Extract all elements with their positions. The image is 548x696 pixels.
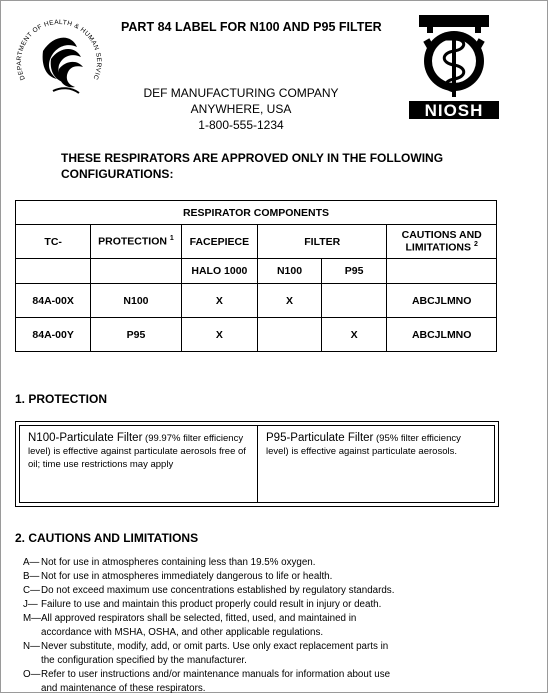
cell-cautions: ABCJLMNO bbox=[387, 318, 497, 352]
table-row bbox=[16, 284, 497, 318]
list-item: M— All approved respirators shall be selected, fitted, used, and maintained in accordance with MSHA, OSHA, and other applicable regulations. bbox=[23, 613, 357, 638]
list-item: B— Not for use in atmospheres immediately dangerous to life or health. bbox=[23, 571, 333, 582]
subheader-filter-n100: N100 bbox=[258, 259, 322, 284]
cell-tc: 84A-00X bbox=[16, 284, 91, 318]
caution-code: O— bbox=[23, 669, 41, 680]
list-item: J— Failure to use and maintain this product properly could result in injury or death. bbox=[23, 599, 382, 610]
cell-filter-n100 bbox=[258, 318, 322, 352]
approval-statement: THESE RESPIRATORS ARE APPROVED ONLY IN THE FOLLOWING CONFIGURATIONS: bbox=[61, 151, 444, 181]
company-phone: 1-800-555-1234 bbox=[198, 118, 284, 132]
caution-code: C— bbox=[23, 585, 40, 596]
company-name: DEF MANUFACTURING COMPANY bbox=[143, 86, 339, 100]
protection-n100-text: (99.97% filter efficiency level) is effective against particulate aerosols free of oil; time use restrictions may apply bbox=[28, 433, 246, 470]
caution-code: J— bbox=[23, 599, 38, 610]
table-group-header: RESPIRATOR COMPONENTS bbox=[16, 201, 497, 225]
caution-code: N— bbox=[23, 641, 40, 652]
list-item: N— Never substitute, modify, add, or omit parts. Use only exact replacement parts in the configuration specified by the manufacturer. bbox=[23, 641, 389, 666]
subheader-filter-p95: P95 bbox=[321, 259, 387, 284]
protection-n100-cell bbox=[20, 426, 257, 502]
company-location: ANYWHERE, USA bbox=[190, 102, 292, 116]
column-header-filter: FILTER bbox=[258, 225, 387, 259]
hhs-seal-logo bbox=[13, 7, 105, 107]
caution-code: A— bbox=[23, 557, 40, 568]
cell-protection: P95 bbox=[91, 318, 181, 352]
protection-p95-cell bbox=[257, 426, 494, 502]
list-item: C— Do not exceed maximum use concentrations established by regulatory standards. bbox=[23, 585, 395, 596]
cell-tc: 84A-00Y bbox=[16, 318, 91, 352]
subheader-facepiece-model: HALO 1000 bbox=[181, 259, 257, 284]
column-header-tc: TC- bbox=[16, 225, 91, 259]
column-header-cautions: CAUTIONS AND LIMITATIONS $^2$ bbox=[387, 225, 497, 259]
manufacturer-info bbox=[121, 85, 361, 133]
list-item: O— Refer to user instructions and/or maintenance manuals for information about use and maintenance of these respirators. bbox=[23, 669, 391, 694]
svg-text:DEPARTMENT OF HEALTH & HUMAN S: DEPARTMENT OF HEALTH & HUMAN SERVIC bbox=[15, 18, 103, 82]
protection-heading: 1. PROTECTION bbox=[15, 392, 108, 406]
cell-filter-p95 bbox=[321, 284, 387, 318]
table-row bbox=[16, 318, 497, 352]
cautions-list bbox=[23, 556, 394, 696]
cell-facepiece: X bbox=[181, 318, 257, 352]
cell-facepiece: X bbox=[181, 284, 257, 318]
cell-filter-n100: X bbox=[258, 284, 322, 318]
protection-box bbox=[15, 421, 499, 507]
column-header-protection: PROTECTION $^1$ bbox=[91, 225, 181, 259]
cell-filter-p95: X bbox=[321, 318, 387, 352]
caution-code: M— bbox=[23, 613, 41, 624]
niosh-logo bbox=[409, 9, 499, 121]
svg-text:NIOSH: NIOSH bbox=[424, 101, 484, 120]
label-title: PART 84 LABEL FOR N100 AND P95 FILTER bbox=[121, 20, 382, 34]
list-item: A— Not for use in atmospheres containing less than 19.5% oxygen. bbox=[23, 557, 316, 568]
cell-protection: N100 bbox=[91, 284, 181, 318]
cell-cautions: ABCJLMNO bbox=[387, 284, 497, 318]
respirator-components-table bbox=[15, 200, 497, 352]
column-header-facepiece: FACEPIECE bbox=[181, 225, 257, 259]
caution-code: B— bbox=[23, 571, 40, 582]
protection-n100-lead: N100-Particulate Filter bbox=[28, 432, 143, 444]
protection-p95-text: (95% filter efficiency level) is effective against particulate aerosols. bbox=[266, 433, 461, 457]
cautions-heading: 2. CAUTIONS AND LIMITATIONS bbox=[15, 531, 199, 545]
protection-p95-lead: P95-Particulate Filter bbox=[266, 432, 374, 444]
